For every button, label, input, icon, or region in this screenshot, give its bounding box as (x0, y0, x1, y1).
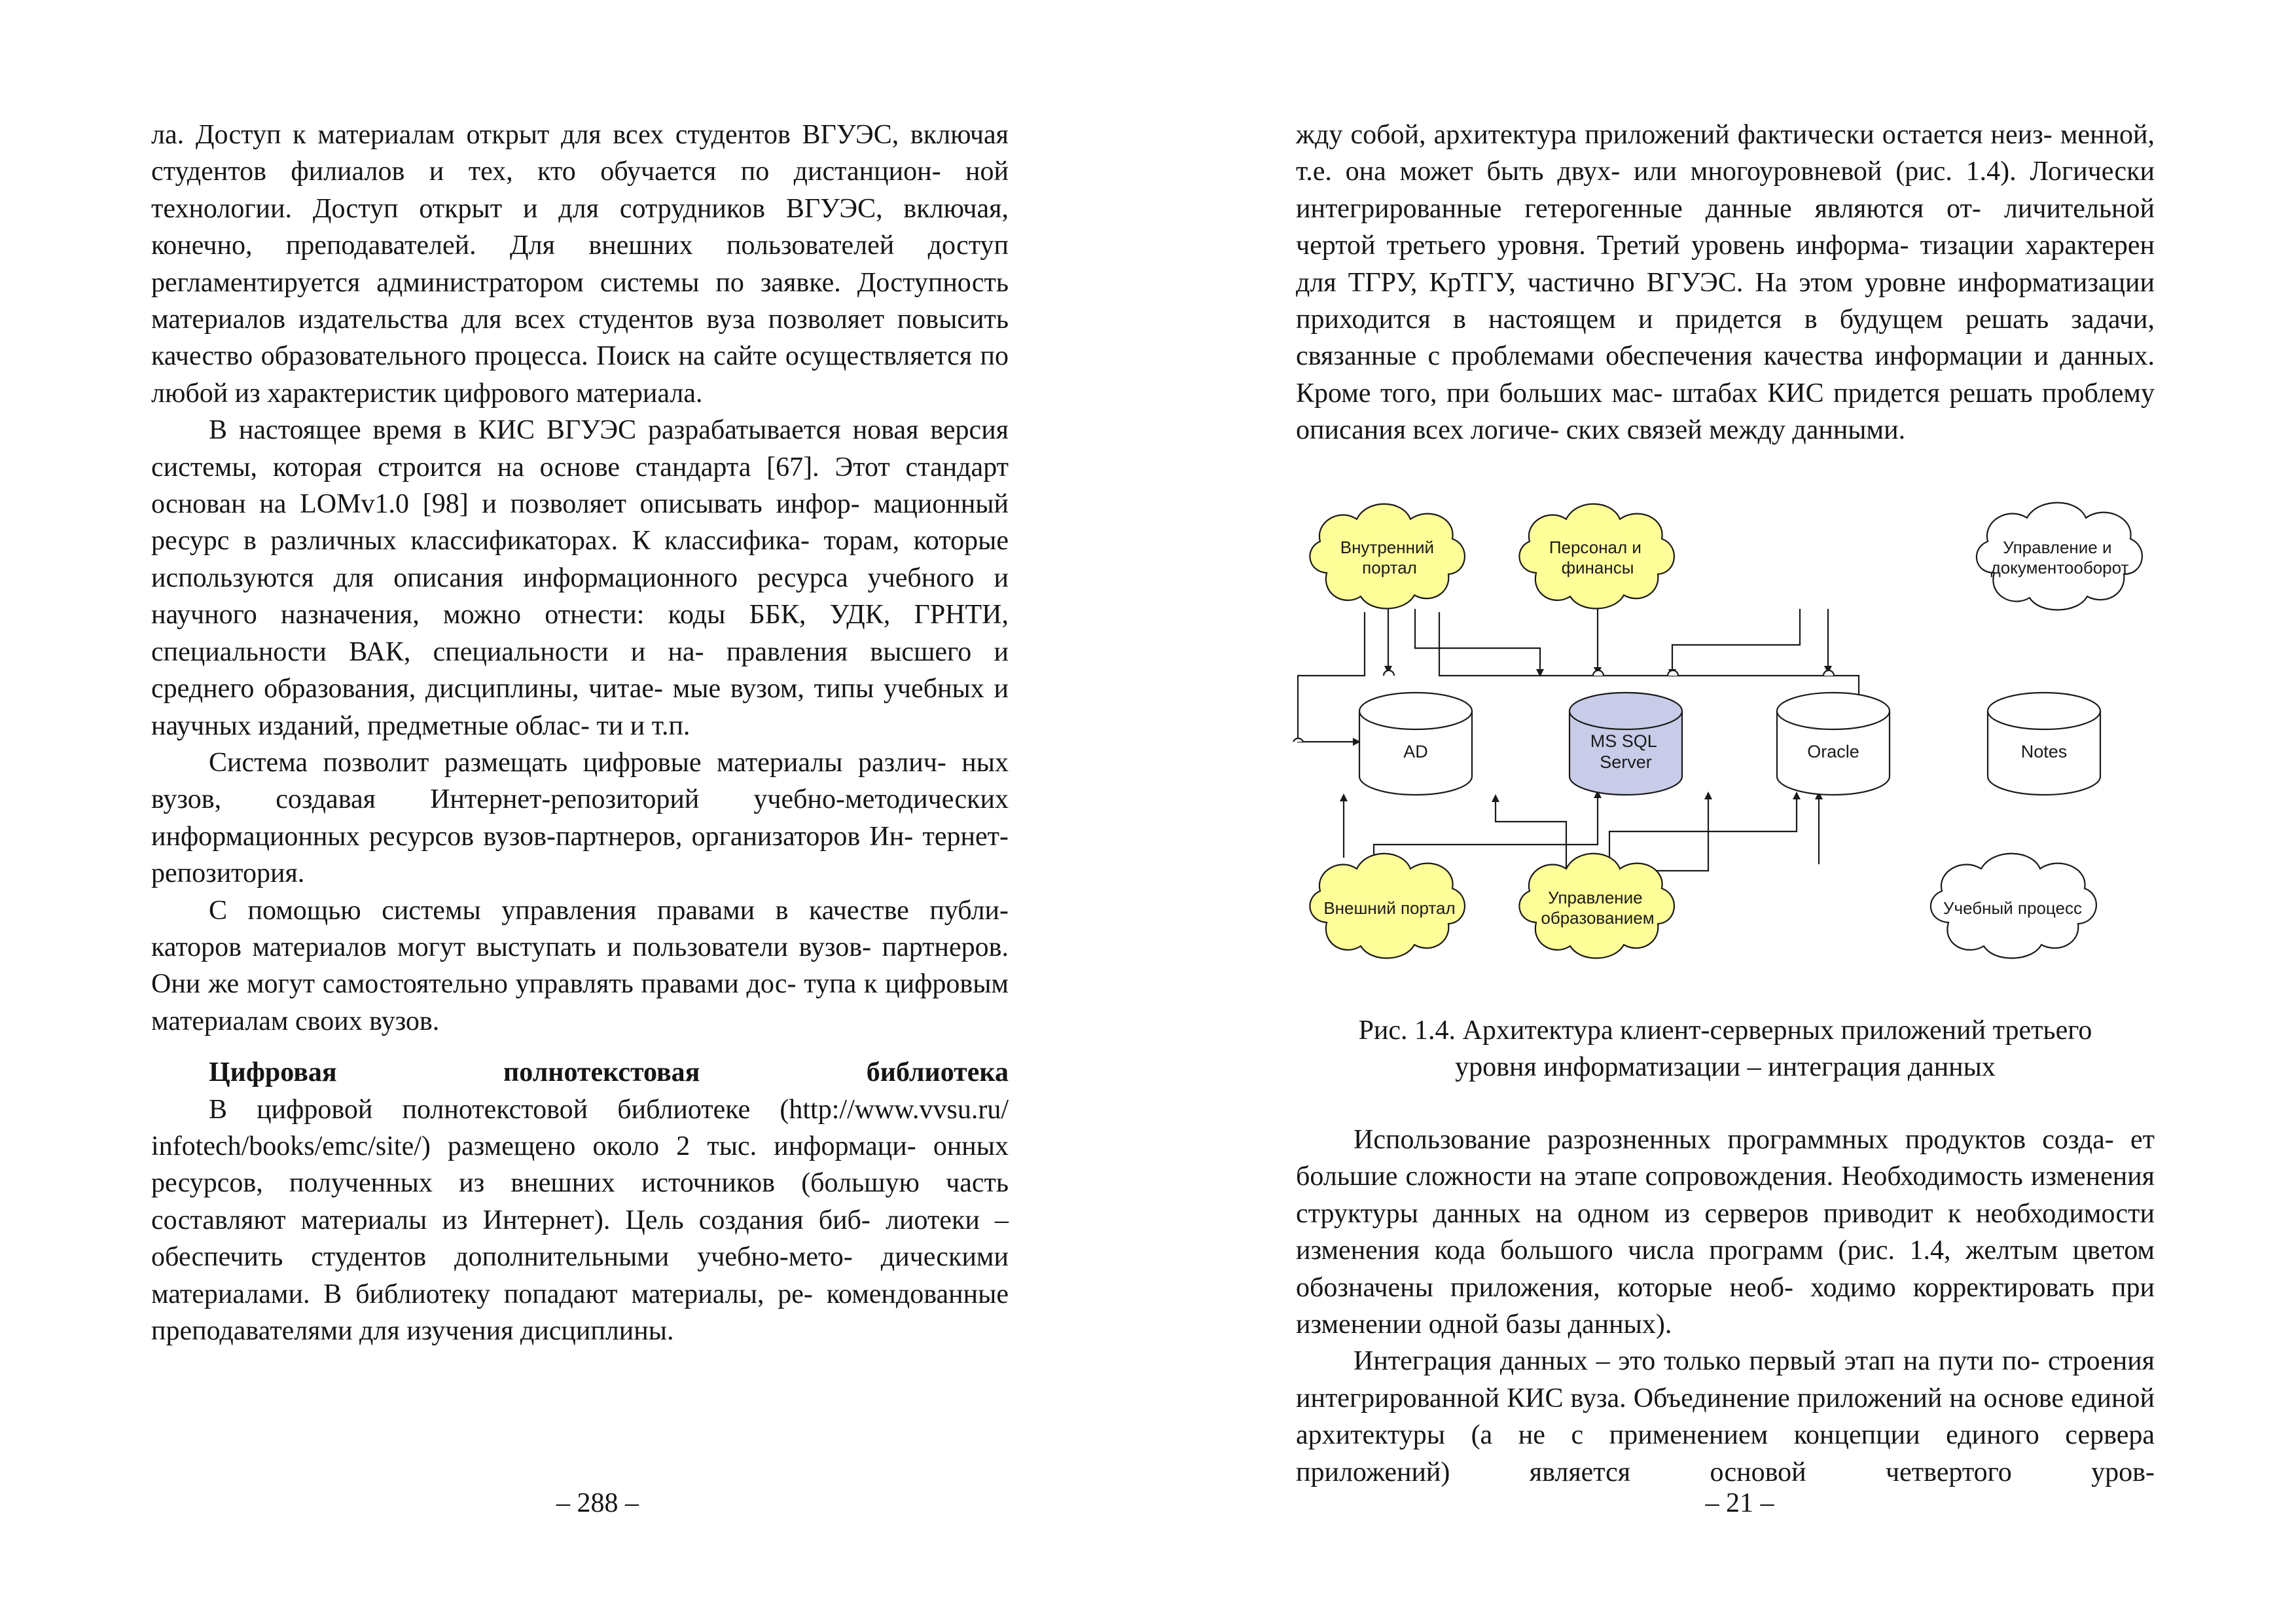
cloud-education-management (1519, 854, 1674, 958)
figure-caption-line2: уровня информатизации – интеграция данных (1455, 1052, 1996, 1082)
paragraph-repository: Система позволит размещать цифровые материалы различ- ных вузов, создавая Интернет-репозиторий учебно-методических информационных ресурсов вузов-партнеров, организаторов Ин- тернет-репозитория. (151, 747, 1009, 889)
figure-caption-line1: Рис. 1.4. Архитектура клиент-серверных приложений третьего (1358, 1015, 2092, 1046)
database-mssql-label-2: Server (1600, 752, 1652, 772)
architecture-diagram (1293, 488, 2161, 964)
cloud-personnel-finance (1519, 504, 1674, 609)
paragraph-architecture: жду собой, архитектура приложений фактически остается неиз- менной, т.е. она может быть двух- или многоуровневой (рис. 1.4). Логически интегрированные гетерогенные данные являются от- личительной чертой третьего уровня. Третий уровень информа- тизации характерен для ТГРУ, КрТГУ, частично ВГУЭС. На этом уровне информатизации приходится в настоящем и придется в будущем решать задачи, связанные с проблемами обеспечения качества информации и данных. Кроме того, при больших мас- штабах КИС придется решать проблему описания всех логиче- ских связей между данными. (1296, 120, 2155, 446)
database-mssql-label-1: MS SQL (1590, 731, 1657, 751)
figure-caption (1296, 1012, 2155, 1085)
cloud-external-portal-label: Внешний портал (1323, 898, 1456, 918)
page-number-right: – 21 – (1705, 1488, 1774, 1518)
database-mssql (1570, 693, 1682, 795)
cloud-education-management-line2: образованием (1541, 908, 1655, 928)
cloud-management-docs-line2: документооборот (1990, 558, 2129, 577)
database-ad-label: AD (1403, 742, 1428, 761)
cloud-internal-portal (1310, 504, 1465, 609)
svg-text:Управление образован (1541, 888, 1654, 928)
cloud-education-management-line1: Управление (1548, 888, 1643, 907)
paragraph-access: ла. Доступ к материалам открыт для всех студентов ВГУЭС, включая студентов филиалов и тех, кто обучается по дистанцион- ной технологии. Доступ открыт и для сотрудников ВГУЭС, включая, конечно, преподавателей. Для внешних пользователей доступ регламентируется администратором системы по заявке. Доступность материалов издательства для всех студентов вуза позволяет повысить качество образовательного процесса. Поиск на сайте осуществляется по любой из характеристик цифрового материала. (151, 120, 1009, 409)
database-notes-label: Notes (2020, 742, 2068, 761)
section-heading: Цифровая полнотекстовая библиотека (209, 1057, 1009, 1088)
svg-text:Управление и докумен (1991, 538, 2129, 577)
cloud-personnel-finance-line2: финансы (1561, 558, 1634, 577)
paragraph-library: В цифровой полнотекстовой библиотеке (http://www.vvsu.ru/ infotech/books/emc/site/) размещено около 2 тыс. информаци- онных ресурсов, полученных из внешних источников (большую часть составляют материалы из Интернет). Цель создания биб- лиотеки – обеспечить студентов дополнительными учебно-мето- дическими материалами. В библиотеку попадают материалы, ре- комендованные преподавателями для изучения дисциплины. (151, 1094, 1009, 1346)
database-notes (1988, 693, 2100, 795)
database-ad (1359, 693, 1472, 795)
paragraph-maintenance: Использование разрозненных программных продуктов созда- ет большие сложности на этапе сопровождения. Необходимость изменения структуры данных на одном из серверов приводит к необходимости изменения кода большого числа программ (рис. 1.4, желтым цветом обозначены приложения, которые необ- ходимо корректировать при изменении одной базы данных). (1296, 1125, 2155, 1340)
paragraph-integration: Интеграция данных – это только первый этап на пути по- строения интегрированной КИС вуза. Объединение приложений на основе единой архитектуры (а не с применением концепции единого сервера приложений) является основой четвертого уров- (1296, 1346, 2155, 1487)
right-page (1148, 0, 2296, 1623)
paragraph-rights: С помощью системы управления правами в качестве публи- каторов материалов могут выступать и пользователи вузов- партнеров. Они же могут самостоятельно управлять правами дос- тупа к цифровым материалам своих вузов. (151, 895, 1009, 1036)
database-oracle-label: Oracle (1807, 742, 1859, 761)
cloud-internal-portal-line1: Внутренний (1340, 538, 1435, 557)
cloud-external-portal (1310, 854, 1465, 958)
cloud-personnel-finance-line1: Персонал и (1549, 538, 1641, 557)
svg-text:Персонал и финансы (1549, 538, 1646, 577)
paragraph-new-version: В настоящее время в КИС ВГУЭС разрабатывается новая версия системы, которая строится на основе стандарта [67]. Этот стандарт основан на LOMv1.0 [98] и позволяет описывать инфор- мационный ресурс в различных классификаторах. К классифика- торам, которые используются для описания информационного ресурса учебного и научного назначения, можно отнести: коды ББК, УДК, ГРНТИ, специальности ВАК, специальности и на- правления высшего и среднего образования, дисциплины, читае- мые вузом, типы учебных и научных изданий, предметные облас- ти и т.п. (151, 415, 1009, 741)
right-page-bottom-text (1296, 1122, 2155, 1491)
cloud-learning-process-label: Учебный процесс (1943, 898, 2082, 918)
cloud-management-docs (1977, 503, 2142, 610)
cloud-management-docs-line1: Управление и (2003, 538, 2112, 557)
cloud-learning-process (1931, 854, 2096, 958)
cloud-internal-portal-line2: портал (1362, 558, 1417, 577)
right-page-top-text (1296, 117, 2155, 449)
page-number-left: – 288 – (556, 1488, 639, 1518)
left-page-text (151, 117, 1009, 1349)
database-oracle (1777, 693, 1890, 795)
